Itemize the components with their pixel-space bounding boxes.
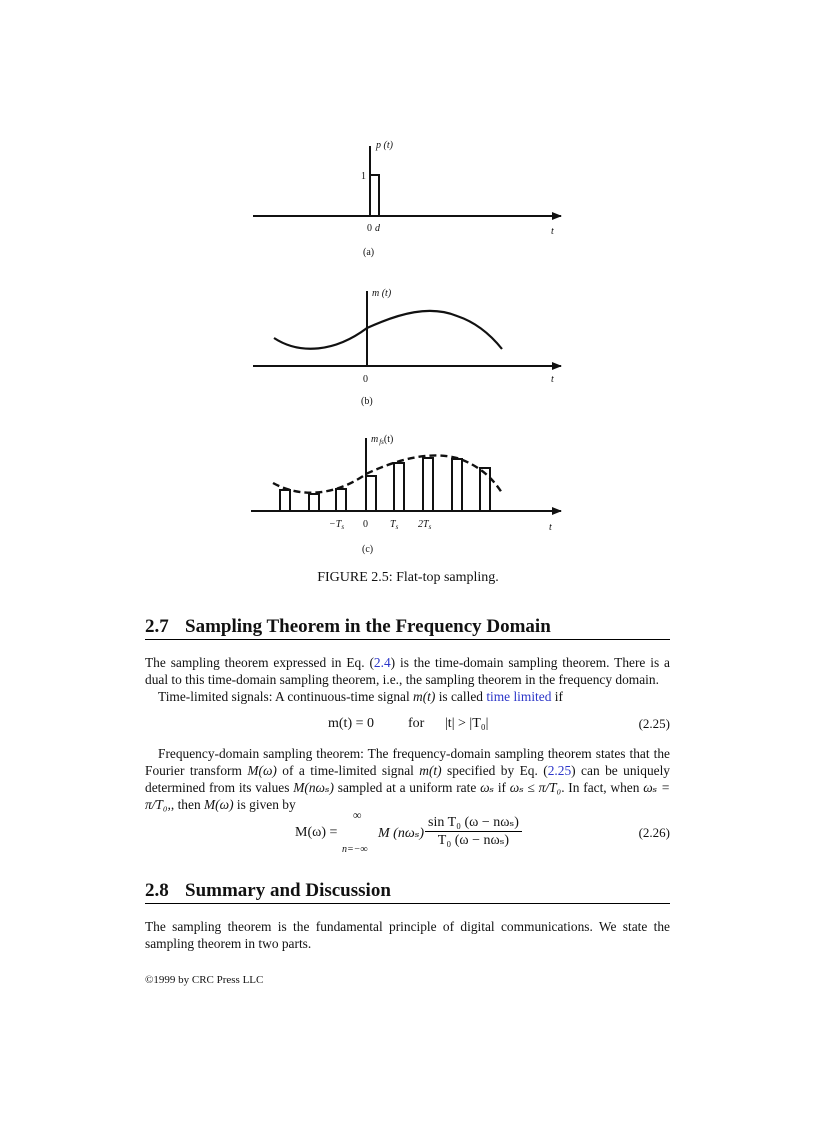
section-title: Sampling Theorem in the Frequency Domain — [185, 616, 551, 637]
panel-c-tick-neg-ts: $-T_s$ — [329, 519, 345, 531]
section-heading-2-7 — [145, 616, 670, 640]
section-title: Summary and Discussion — [185, 880, 391, 901]
flat-top-pulse — [452, 459, 462, 511]
panel-c-origin-label: 0 — [363, 519, 368, 530]
paragraph-2: Time-limited signals: A continuous-time signal m(t) is called time limited if — [158, 689, 563, 704]
section-number: 2.7 — [145, 616, 169, 637]
panel-c-tag: (c) — [362, 544, 374, 555]
panel-a-axis-label: p (t) — [376, 140, 393, 151]
panel-a-tag: (a) — [363, 247, 375, 258]
section-heading-2-8 — [145, 880, 670, 904]
panel-c-tick-ts: $T_s$ — [390, 519, 399, 531]
panel-b-signal-curve — [274, 311, 502, 349]
panel-c-t-label: t — [549, 522, 552, 533]
time-limited-link[interactable]: time limited — [486, 689, 552, 704]
flat-top-pulse — [336, 489, 346, 511]
flat-top-pulse — [366, 476, 376, 511]
panel-a-one-label: 1 — [361, 171, 366, 182]
panel-a-pulse — [370, 175, 379, 216]
flat-top-pulse — [394, 463, 404, 511]
eq-2-25-lhs: m(t) = 0 — [328, 716, 374, 731]
eq-2-26-lhs: M(ω) = — [295, 825, 338, 840]
sum-upper-limit: ∞ — [353, 808, 362, 822]
panel-a — [253, 140, 561, 258]
paragraph-4: The sampling theorem is the fundamental principle of digital communications. We state the sampling theorem in two parts. — [145, 919, 670, 951]
fraction-numerator: sin T₀ (ω − nωₛ) — [425, 814, 522, 832]
panel-a-d-label: d — [375, 223, 380, 234]
paragraph-3: Frequency-domain sampling theorem: The frequency-domain sampling theorem states that the Fourier transform M(ω) of a time-limited signal m(t) specified by Eq. (2.25) can be uniquely determined from its values M(nωₛ) sampled at a uniform rate ωₛ if ωₛ ≤ π/T₀. In fact, when ωₛ = π/T₀,, then M(ω) is given by — [145, 746, 670, 812]
panel-a-origin-label: 0 — [367, 223, 372, 234]
eq-2-25-link[interactable]: 2.25 — [547, 763, 572, 778]
eq-2-25-condition: |t| > |T₀| — [445, 716, 489, 731]
panel-c-tick-2ts: $2T_s$ — [418, 519, 432, 531]
panel-c — [251, 434, 561, 555]
figure-caption: FIGURE 2.5: Flat-top sampling. — [317, 570, 499, 585]
panel-b-origin-label: 0 — [363, 374, 368, 385]
panel-a-t-label: t — [551, 226, 554, 237]
flat-top-pulse — [280, 490, 290, 511]
equation-2-26 — [145, 808, 670, 860]
equation-number: (2.25) — [638, 716, 670, 731]
section-number: 2.8 — [145, 880, 169, 901]
eq-2-25-for: for — [408, 716, 425, 731]
copyright-footer: ©1999 by CRC Press LLC — [145, 974, 264, 986]
eq-2-26-term: M (nωₛ) — [378, 826, 425, 841]
panel-b — [253, 288, 561, 407]
equation-number: (2.26) — [638, 825, 670, 840]
panel-b-tag: (b) — [361, 396, 373, 407]
eq-2-4-link[interactable]: 2.4 — [373, 655, 391, 670]
fraction-denominator: T₀ (ω − nωₛ) — [437, 833, 510, 848]
panel-c-dashed-envelope — [273, 455, 502, 493]
flat-top-pulse — [423, 458, 433, 511]
eq-2-26-fraction — [425, 814, 522, 849]
panel-b-axis-label: m (t) — [372, 288, 392, 299]
flat-top-pulse — [309, 494, 319, 511]
sum-lower-limit: n=−∞ — [342, 844, 368, 855]
panel-c-flat-top-pulses — [280, 458, 490, 511]
panel-c-axis-label: $m_{fs}(t)$ — [371, 434, 394, 446]
panel-b-t-label: t — [551, 374, 554, 385]
paragraph-1: The sampling theorem expressed in Eq. (2.4) is the time-domain sampling theorem. There is a dual to this time-domain sampling theorem, i.e., the sampling theorem in the frequency domain. — [145, 655, 670, 687]
